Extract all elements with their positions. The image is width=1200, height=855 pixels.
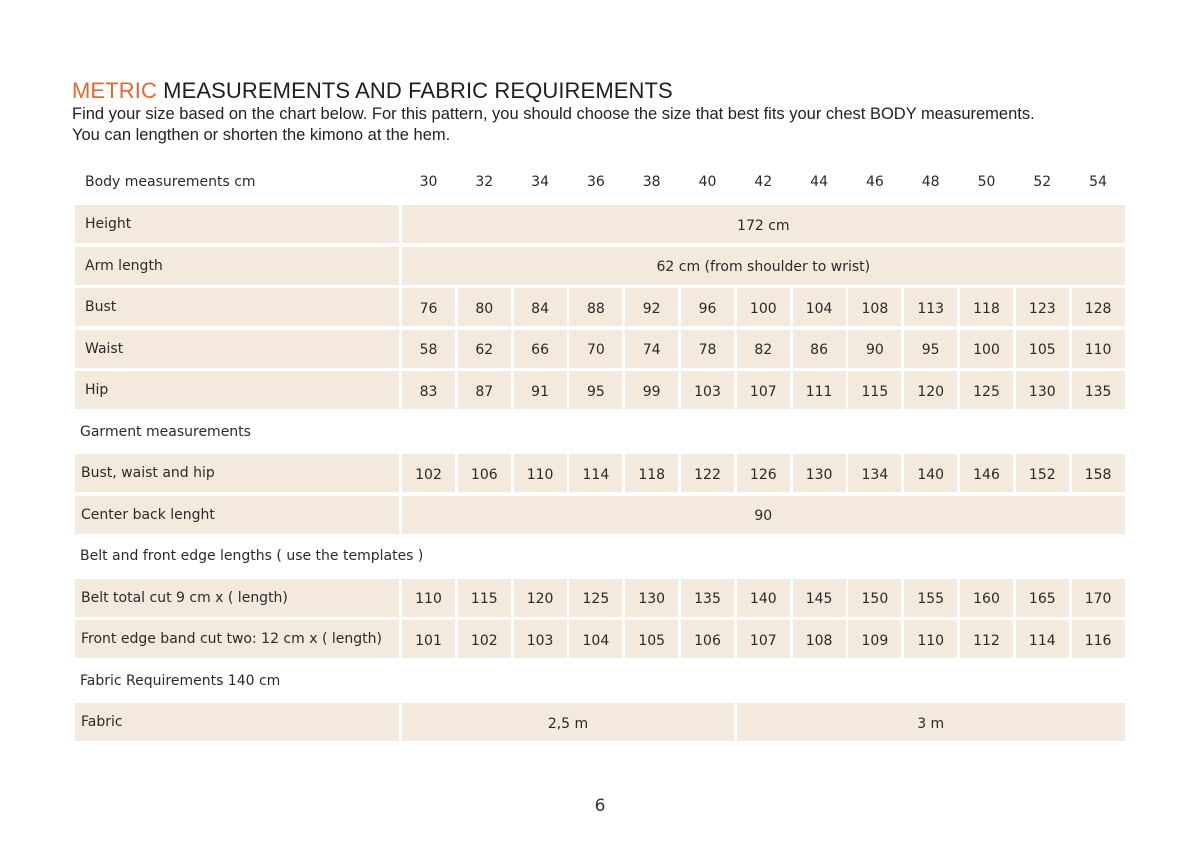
value-cell: 130	[625, 579, 678, 617]
value-cell: 105	[625, 620, 678, 658]
value-cell: 86	[793, 330, 846, 368]
row-label: Center back lenght	[75, 496, 399, 534]
value-cell: 135	[1072, 371, 1125, 409]
value-cell: 160	[960, 579, 1013, 617]
value-cell: 110	[904, 620, 957, 658]
value-cell: 100	[960, 330, 1013, 368]
value-cell: 106	[681, 620, 734, 658]
section-label: Belt and front edge lengths ( use the templates )	[80, 548, 424, 564]
value-cell: 80	[458, 288, 511, 326]
value-cell: 110	[402, 579, 455, 617]
value-cell: 103	[681, 371, 734, 409]
value-cell: 74	[625, 330, 678, 368]
size-header-cell: 48	[921, 174, 940, 190]
value-cell: 113	[904, 288, 957, 326]
row-label: Fabric	[75, 703, 399, 741]
value-cell: 114	[1016, 620, 1069, 658]
size-header-cell: 46	[865, 174, 884, 190]
row-label: Arm length	[75, 247, 399, 285]
value-cell: 118	[625, 454, 678, 492]
row-label: Height	[75, 205, 399, 243]
value-cell: 115	[848, 371, 901, 409]
value-cell: 112	[960, 620, 1013, 658]
page-title	[72, 78, 673, 104]
value-cell: 82	[737, 330, 790, 368]
value-cell: 114	[569, 454, 622, 492]
value-cell: 88	[569, 288, 622, 326]
value-cell: 99	[625, 371, 678, 409]
value-cell: 84	[514, 288, 567, 326]
value-cell: 87	[458, 371, 511, 409]
value-cell: 152	[1016, 454, 1069, 492]
size-header-cell: 44	[810, 174, 828, 190]
value-cell: 123	[1016, 288, 1069, 326]
value-cell: 107	[737, 620, 790, 658]
value-cell: 95	[569, 371, 622, 409]
value-cell: 106	[458, 454, 511, 492]
value-cell: 130	[793, 454, 846, 492]
spanned-value-cell: 172 cm	[402, 205, 1125, 243]
value-cell: 110	[1072, 330, 1125, 368]
value-cell: 96	[681, 288, 734, 326]
value-cell: 103	[514, 620, 567, 658]
value-cell: 170	[1072, 579, 1125, 617]
size-header-cell: 30	[419, 174, 438, 190]
section-label: Fabric Requirements 140 cm	[80, 672, 281, 689]
value-cell: 102	[458, 620, 511, 658]
value-cell: 145	[793, 579, 846, 617]
value-cell: 134	[848, 454, 901, 492]
value-cell: 91	[514, 371, 567, 409]
size-header-cell: 32	[475, 174, 494, 190]
value-cell: 70	[569, 330, 622, 368]
row-label: Front edge band cut two: 12 cm x ( length)	[75, 620, 399, 658]
value-cell: 104	[569, 620, 622, 658]
spanned-value-cell: 62 cm (from shoulder to wrist)	[402, 247, 1125, 285]
value-cell: 122	[681, 454, 734, 492]
value-cell: 108	[848, 288, 901, 326]
value-cell: 90	[848, 330, 901, 368]
value-cell: 130	[1016, 371, 1069, 409]
value-cell: 120	[514, 579, 567, 617]
value-cell: 102	[402, 454, 455, 492]
value-cell: 128	[1072, 288, 1125, 326]
size-header-cell: 52	[1033, 174, 1052, 190]
sizes-header-label: Body measurements cm	[85, 174, 256, 190]
size-header-cell: 50	[977, 174, 996, 190]
size-header-cell: 40	[698, 174, 717, 190]
value-cell: 115	[458, 579, 511, 617]
fabric-amount-cell: 3 m	[737, 703, 1125, 741]
value-cell: 125	[569, 579, 622, 617]
value-cell: 111	[793, 371, 846, 409]
intro-line: You can lengthen or shorten the kimono at the hem.	[72, 126, 451, 144]
page-number: 6	[594, 796, 606, 816]
spanned-value-cell: 90	[402, 496, 1125, 534]
value-cell: 95	[904, 330, 957, 368]
value-cell: 105	[1016, 330, 1069, 368]
value-cell: 76	[402, 288, 455, 326]
value-cell: 66	[514, 330, 567, 368]
value-cell: 140	[737, 579, 790, 617]
value-cell: 92	[625, 288, 678, 326]
value-cell: 78	[681, 330, 734, 368]
value-cell: 110	[514, 454, 567, 492]
size-header-cell: 54	[1089, 174, 1107, 190]
value-cell: 150	[848, 579, 901, 617]
value-cell: 155	[904, 579, 957, 617]
title-main: MEASUREMENTS AND FABRIC REQUIREMENTS	[156, 78, 673, 103]
row-label: Waist	[75, 330, 399, 368]
value-cell: 140	[904, 454, 957, 492]
value-cell: 107	[737, 371, 790, 409]
size-header-cell: 38	[642, 174, 661, 190]
row-label: Bust	[75, 288, 399, 326]
value-cell: 126	[737, 454, 790, 492]
intro-line: Find your size based on the chart below. For this pattern, you should choose the size that best fits your chest BODY measurements.	[72, 105, 1035, 123]
value-cell: 120	[904, 371, 957, 409]
intro-text	[72, 104, 1172, 146]
value-cell: 146	[960, 454, 1013, 492]
value-cell: 165	[1016, 579, 1069, 617]
section-label: Garment measurements	[80, 423, 251, 440]
value-cell: 58	[402, 330, 455, 368]
row-label: Belt total cut 9 cm x ( length)	[75, 579, 399, 617]
value-cell: 62	[458, 330, 511, 368]
fabric-amount-cell: 2,5 m	[402, 703, 734, 741]
value-cell: 116	[1072, 620, 1125, 658]
value-cell: 158	[1072, 454, 1125, 492]
value-cell: 118	[960, 288, 1013, 326]
size-header-cell: 36	[586, 174, 605, 190]
title-accent: METRIC	[72, 78, 157, 103]
value-cell: 101	[402, 620, 455, 658]
value-cell: 108	[793, 620, 846, 658]
size-header-cell: 42	[754, 174, 773, 190]
row-label: Bust, waist and hip	[75, 454, 399, 492]
value-cell: 109	[848, 620, 901, 658]
value-cell: 83	[402, 371, 455, 409]
size-header-cell: 34	[531, 174, 549, 190]
row-label: Hip	[75, 371, 399, 409]
value-cell: 125	[960, 371, 1013, 409]
value-cell: 104	[793, 288, 846, 326]
value-cell: 100	[737, 288, 790, 326]
value-cell: 135	[681, 579, 734, 617]
